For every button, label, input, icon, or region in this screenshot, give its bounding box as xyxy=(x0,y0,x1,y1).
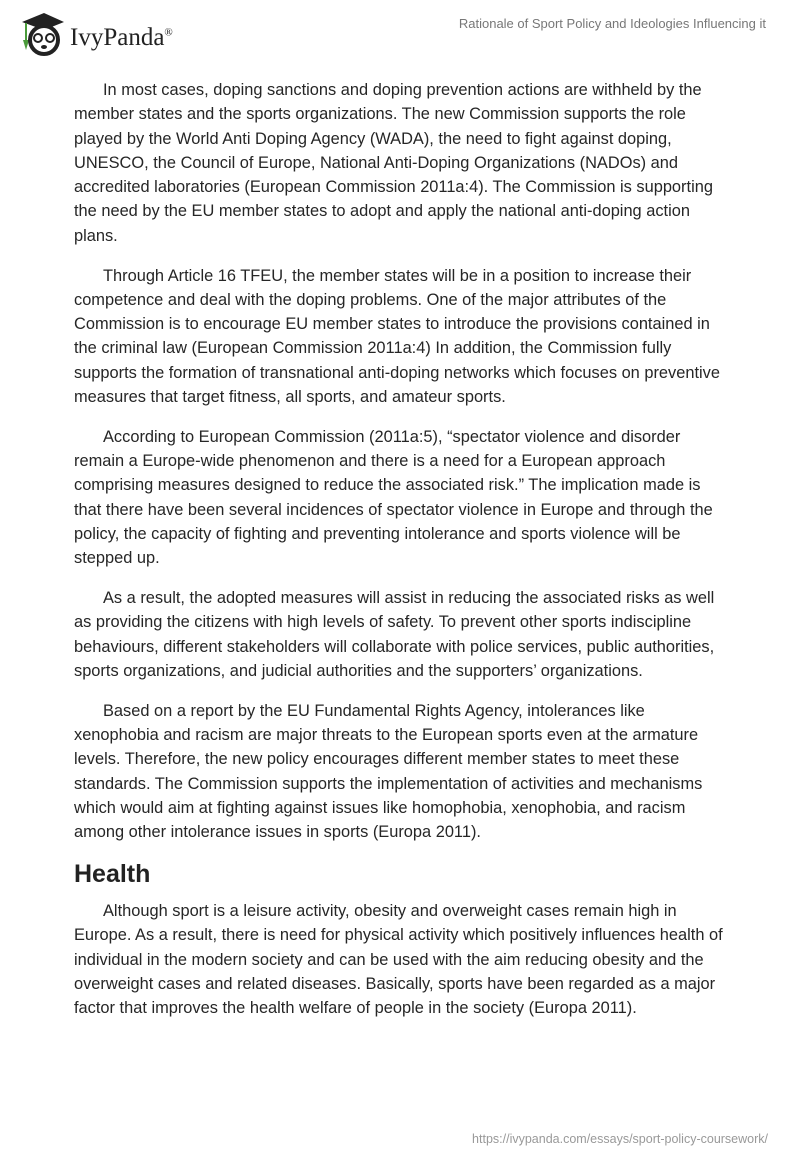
paragraph: According to European Commission (2011a:5), “spectator violence and disorder remain a Europe-wide phenomenon and there is a need for a European approach comprising measures designed to reduce the associated risk.” The implication made is that there have been several incidences of spectator violence in Europe and through the policy, the capacity of fighting and preventing intolerance and sports violence will be stepped up. xyxy=(74,427,713,568)
paragraph: Through Article 16 TFEU, the member states will be in a position to increase their competence and deal with the doping problems. One of the major attributes of the Commission is to encourage EU member states to introduce the provisions contained in the criminal law (European Commission 2011a:4) In addition, the Commission fully supports the formation of transnational anti-doping networks which focuses on preventive measures that target fitness, all sports, and amateur sports. xyxy=(74,266,720,407)
panda-logo-icon xyxy=(18,10,66,56)
paragraph: As a result, the adopted measures will assist in reducing the associated risks as well as providing the citizens with high levels of safety. To prevent other sports indiscipline behaviours, different stakeholders will collaborate with police services, public authorities, sports organizations, and judicial authorities and the supporters’ organizations. xyxy=(74,589,715,681)
essay-content xyxy=(74,78,728,1036)
paragraph: Although sport is a leisure activity, obesity and overweight cases remain high in Europe. As a result, there is need for physical activity which positively influences health of individual in the modern society and can be used with the aim reducing obesity and the overweight cases and related diseases. Basically, sports have been regarded as a major factor that improves the health welfare of people in the society (Europa 2011). xyxy=(74,902,723,1018)
source-url[interactable]: https://ivypanda.com/essays/sport-policy-coursework/ xyxy=(472,1132,768,1146)
section-heading-health: Health xyxy=(74,860,151,889)
ivypanda-logo[interactable] xyxy=(18,10,173,56)
logo-text: IvyPanda® xyxy=(70,24,173,51)
document-title: Rationale of Sport Policy and Ideologies Influencing it xyxy=(458,16,766,31)
paragraph: Based on a report by the EU Fundamental Rights Agency, intolerances like xenophobia and racism are major threats to the European sports even at the armature levels. Therefore, the new policy encourages different member states to meet these standards. The Commission supports the implementation of activities and mechanisms which would aim at fighting against issues like homophobia, xenophobia, and racism among other intolerance issues in sports (Europa 2011). xyxy=(74,701,703,842)
paragraph: In most cases, doping sanctions and doping prevention actions are withheld by the member states and the sports organizations. The new Commission supports the role played by the World Anti Doping Agency (WADA), the need to fight against doping, UNESCO, the Council of Europe, National Anti-Doping Organizations (NADOs) and accredited laboratories (European Commission 2011a:4). The Commission is supporting the need by the EU member states to adopt and apply the national anti-doping action plans. xyxy=(74,81,713,245)
